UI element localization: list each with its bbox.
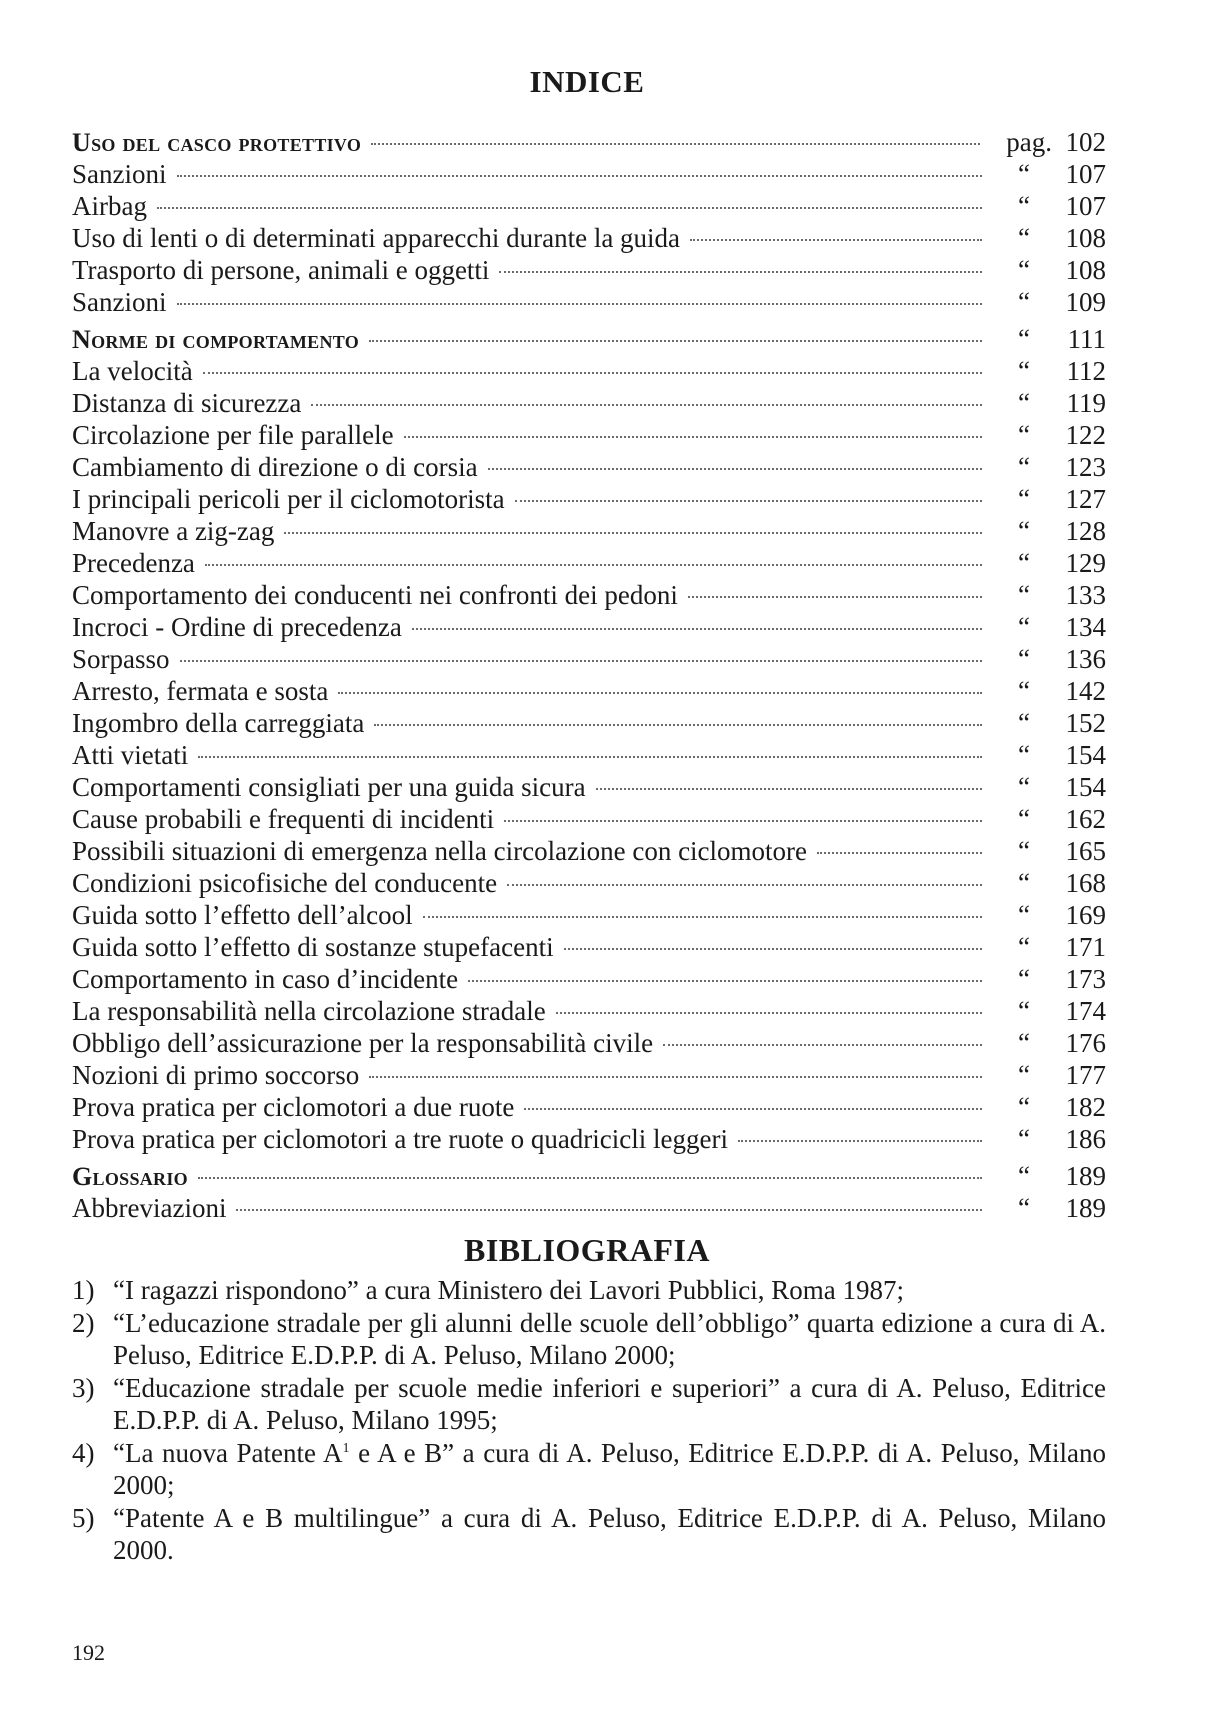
toc-page-number: 127 (1065, 484, 1106, 514)
toc-page-prefix: “ (1018, 932, 1030, 962)
toc-entry-title: Comportamento in caso d’incidente (72, 964, 459, 994)
toc-entry-title: Trasporto di persone, animali e oggetti (72, 255, 490, 285)
dot-leader (738, 1140, 982, 1142)
toc-entry-title: Norme di comportamento (72, 325, 360, 354)
dot-leader (205, 564, 982, 566)
toc-page-prefix: “ (1018, 580, 1030, 610)
toc-page-number: 108 (1065, 223, 1106, 253)
dot-leader (488, 468, 982, 470)
toc-entry-title: Obbligo dell’assicurazione per la responsabilità civile (72, 1028, 654, 1058)
toc-page-number: 171 (1065, 932, 1106, 962)
toc-page-number: 165 (1065, 836, 1106, 866)
toc-entry-title: Guida sotto l’effetto di sostanze stupefacenti (72, 932, 554, 962)
dot-leader (596, 788, 982, 790)
toc-page-prefix: “ (1018, 740, 1030, 770)
toc-entry-title: Guida sotto l’effetto dell’alcool (72, 900, 413, 930)
toc-page-number: 119 (1066, 388, 1106, 418)
toc-page-number: 182 (1065, 1092, 1106, 1122)
dot-leader (369, 340, 982, 342)
bibliography-item (72, 1307, 1106, 1371)
toc-entry (72, 803, 1106, 835)
toc-page-number: 112 (1066, 356, 1106, 386)
toc-entry-title: Atti vietati (72, 740, 189, 770)
toc-page-prefix: “ (1018, 996, 1030, 1026)
toc-page-prefix: “ (1018, 1092, 1030, 1122)
toc-page-number: 133 (1065, 580, 1106, 610)
dot-leader (284, 532, 982, 534)
dot-leader (404, 436, 982, 438)
dot-leader (369, 1076, 982, 1078)
toc-page-prefix: “ (1018, 1193, 1030, 1223)
dot-leader (524, 1108, 982, 1110)
dot-leader (157, 207, 982, 209)
dot-leader (371, 143, 980, 145)
dot-leader (180, 660, 982, 662)
toc-page-prefix: “ (1018, 1161, 1030, 1191)
dot-leader (374, 724, 982, 726)
toc-page-prefix: pag. (1006, 127, 1052, 157)
toc-page-prefix: “ (1018, 516, 1030, 546)
toc-page-prefix: “ (1018, 644, 1030, 674)
dot-leader (412, 628, 982, 630)
toc-entry (72, 515, 1106, 547)
toc-page-number: 122 (1065, 420, 1106, 450)
toc-page-prefix: “ (1018, 287, 1030, 317)
dot-leader (236, 1209, 982, 1211)
toc-entry-title: La velocità (72, 356, 193, 386)
toc-page-number: 108 (1065, 255, 1106, 285)
toc-entry-title: Distanza di sicurezza (72, 388, 302, 418)
bibliography-item-number: 1) (72, 1275, 95, 1305)
toc-entry (72, 739, 1106, 771)
toc-entry (72, 899, 1106, 931)
dot-leader (663, 1044, 982, 1046)
bibliography-item-text: “Educazione stradale per scuole medie inferiori e superiori” a cura di A. Peluso, Editrice E.D.P.P. di A. Peluso, Milano 1995; (113, 1373, 1106, 1435)
page-title: INDICE (529, 64, 645, 99)
toc-entry (72, 867, 1106, 899)
toc-entry (72, 1059, 1106, 1091)
toc-entry (72, 1027, 1106, 1059)
bibliography-item (72, 1274, 1106, 1306)
page-number: 192 (72, 1640, 105, 1665)
dot-leader (338, 692, 982, 694)
toc-page-number: 177 (1065, 1060, 1106, 1090)
bibliography-heading: BIBLIOGRAFIA (463, 1232, 711, 1268)
toc-entry-title: Cambiamento di direzione o di corsia (72, 452, 478, 482)
toc-page-prefix: “ (1018, 356, 1030, 386)
toc-page-number: 107 (1065, 159, 1106, 189)
toc-entry-title: Sanzioni (72, 287, 167, 317)
toc-entry-title: Incroci - Ordine di precedenza (72, 612, 402, 642)
toc-page-number: 154 (1065, 740, 1106, 770)
toc-entry-title: Cause probabili e frequenti di incidenti (72, 804, 495, 834)
toc-entry (72, 254, 1106, 286)
toc-entry (72, 771, 1106, 803)
toc-section-heading (72, 126, 1106, 158)
toc-entry (72, 158, 1106, 190)
toc-page-prefix: “ (1018, 548, 1030, 578)
toc-entry (72, 1192, 1106, 1224)
toc-page-prefix: “ (1018, 223, 1030, 253)
toc-page-number: 102 (1065, 127, 1106, 157)
toc-page-prefix: “ (1018, 836, 1030, 866)
toc-page-prefix: “ (1018, 159, 1030, 189)
toc-entry (72, 1123, 1106, 1155)
dot-leader (817, 852, 982, 854)
dot-leader (198, 756, 982, 758)
toc-page-number: 154 (1065, 772, 1106, 802)
toc-page-prefix: “ (1018, 708, 1030, 738)
bibliography-item-number: 4) (72, 1438, 95, 1468)
toc-entry-title: Prova pratica per ciclomotori a tre ruote o quadricicli leggeri (72, 1124, 728, 1154)
toc-entry-title: Arresto, fermata e sosta (72, 676, 329, 706)
toc-entry (72, 675, 1106, 707)
toc-entry-title: Precedenza (72, 548, 195, 578)
toc-entry-title: Uso di lenti o di determinati apparecchi durante la guida (72, 223, 681, 253)
toc-page-prefix: “ (1018, 964, 1030, 994)
toc-entry-title: Possibili situazioni di emergenza nella circolazione con ciclomotore (72, 836, 808, 866)
dot-leader (198, 1177, 982, 1179)
dot-leader (690, 239, 982, 241)
dot-leader (311, 404, 982, 406)
bibliography-text-part: “La nuova Patente A (113, 1438, 343, 1468)
toc-entry (72, 451, 1106, 483)
toc-entry-title: Sorpasso (72, 644, 170, 674)
toc-entry (72, 931, 1106, 963)
bibliography-item-number: 3) (72, 1373, 95, 1403)
toc-entry-title: Glossario (72, 1162, 188, 1191)
toc-page-number: 174 (1065, 996, 1106, 1026)
toc-page-number: 134 (1065, 612, 1106, 642)
toc-entry-title: La responsabilità nella circolazione stradale (72, 996, 546, 1026)
toc-entry-title: Manovre a zig-zag (72, 516, 275, 546)
dot-leader (203, 372, 982, 374)
toc-entry (72, 835, 1106, 867)
toc-entry (72, 387, 1106, 419)
toc-page-prefix: “ (1018, 772, 1030, 802)
toc-page-number: 107 (1065, 191, 1106, 221)
toc-entry-title: Airbag (72, 191, 147, 221)
dot-leader (515, 500, 982, 502)
toc-page-number: 136 (1065, 644, 1106, 674)
bibliography-item (72, 1502, 1106, 1566)
toc-page-prefix: “ (1018, 388, 1030, 418)
toc-page-number: 109 (1065, 287, 1106, 317)
toc-entry (72, 611, 1106, 643)
toc-entry-title: Abbreviazioni (72, 1193, 227, 1223)
toc-page-number: 152 (1065, 708, 1106, 738)
bibliography-item-text: “L’educazione stradale per gli alunni delle scuole dell’obbligo” quarta edizione a cura di A. Peluso, Editrice E.D.P.P. di A. Peluso, Milano 2000; (113, 1308, 1106, 1370)
dot-leader (564, 948, 982, 950)
toc-page-number: 169 (1065, 900, 1106, 930)
toc-page-number: 168 (1065, 868, 1106, 898)
toc-page-prefix: “ (1018, 420, 1030, 450)
toc-entry-title: Ingombro della carreggiata (72, 708, 365, 738)
superscript: 1 (342, 1441, 350, 1456)
toc-page-prefix: “ (1018, 255, 1030, 285)
dot-leader (177, 303, 983, 305)
toc-page-number: 176 (1065, 1028, 1106, 1058)
toc-entry (72, 707, 1106, 739)
bibliography-item-number: 2) (72, 1308, 95, 1338)
toc-page-number: 111 (1067, 324, 1106, 354)
toc-entry (72, 483, 1106, 515)
toc-entry (72, 419, 1106, 451)
toc-page-prefix: “ (1018, 1124, 1030, 1154)
bibliography-item (72, 1372, 1106, 1436)
toc-page-number: 173 (1065, 964, 1106, 994)
table-of-contents (72, 126, 1106, 1224)
dot-leader (688, 596, 982, 598)
toc-page-prefix: “ (1018, 1060, 1030, 1090)
bibliography-list (72, 1274, 1106, 1567)
toc-page-prefix: “ (1018, 1028, 1030, 1058)
bibliography-item-text: “Patente A e B multilingue” a cura di A. Peluso, Editrice E.D.P.P. di A. Peluso, Milano 2000. (113, 1503, 1106, 1565)
toc-page-number: 162 (1065, 804, 1106, 834)
dot-leader (499, 271, 982, 273)
toc-page-prefix: “ (1018, 324, 1030, 354)
dot-leader (468, 980, 982, 982)
toc-entry-title: Uso del casco protettivo (72, 128, 362, 157)
toc-entry-title: Comportamento dei conducenti nei confronti dei pedoni (72, 580, 678, 610)
bibliography-text-part: e A e B” a cura di A. Peluso, Editrice E.D.P.P. di A. Peluso, Milano 2000; (113, 1438, 1106, 1500)
toc-entry-title: Nozioni di primo soccorso (72, 1060, 360, 1090)
toc-entry (72, 355, 1106, 387)
dot-leader (507, 884, 982, 886)
toc-page-number: 123 (1065, 452, 1106, 482)
toc-section-heading (72, 323, 1106, 355)
toc-page-prefix: “ (1018, 900, 1030, 930)
bibliography-item (72, 1437, 1106, 1501)
toc-entry (72, 963, 1106, 995)
toc-page-number: 129 (1065, 548, 1106, 578)
bibliography-item-number: 5) (72, 1503, 95, 1533)
toc-page-prefix: “ (1018, 868, 1030, 898)
toc-page-prefix: “ (1018, 452, 1030, 482)
toc-entry-title: Comportamenti consigliati per una guida sicura (72, 772, 586, 802)
toc-entry-title: Sanzioni (72, 159, 167, 189)
toc-page-prefix: “ (1018, 676, 1030, 706)
dot-leader (423, 916, 982, 918)
toc-page-prefix: “ (1018, 191, 1030, 221)
toc-entry (72, 286, 1106, 318)
toc-section-heading (72, 1160, 1106, 1192)
dot-leader (556, 1012, 982, 1014)
toc-page-number: 142 (1065, 676, 1106, 706)
toc-page-number: 128 (1065, 516, 1106, 546)
toc-entry-title: Prova pratica per ciclomotori a due ruote (72, 1092, 515, 1122)
toc-entry (72, 995, 1106, 1027)
toc-entry-title: I principali pericoli per il ciclomotorista (72, 484, 505, 514)
toc-page-prefix: “ (1018, 612, 1030, 642)
toc-entry (72, 579, 1106, 611)
toc-entry-title: Circolazione per file parallele (72, 420, 394, 450)
toc-page-number: 189 (1065, 1161, 1106, 1191)
toc-page-number: 189 (1065, 1193, 1106, 1223)
toc-entry-title: Condizioni psicofisiche del conducente (72, 868, 498, 898)
dot-leader (504, 820, 982, 822)
toc-page-prefix: “ (1018, 484, 1030, 514)
toc-entry (72, 643, 1106, 675)
toc-entry (72, 190, 1106, 222)
toc-entry (72, 1091, 1106, 1123)
toc-page-number: 186 (1065, 1124, 1106, 1154)
toc-entry (72, 222, 1106, 254)
dot-leader (177, 175, 983, 177)
toc-page-prefix: “ (1018, 804, 1030, 834)
toc-entry (72, 547, 1106, 579)
bibliography-item-text: “I ragazzi rispondono” a cura Ministero dei Lavori Pubblici, Roma 1987; (113, 1275, 905, 1305)
bibliography-item-text (113, 1438, 1106, 1500)
